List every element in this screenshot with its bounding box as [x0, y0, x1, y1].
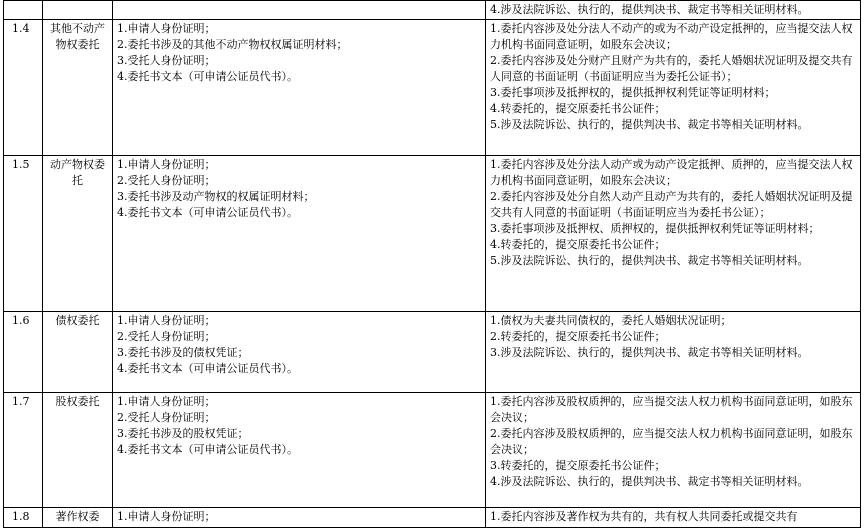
table-row: [4, 312, 861, 393]
required-material-item: 1.申请人身份证明；: [117, 314, 216, 327]
additional-materials-cell: [486, 312, 861, 393]
required-material-item: 3.委托书涉及的股权凭证；: [117, 427, 249, 440]
required-material-item: 4.委托书文本（可申请公证员代书）。: [117, 443, 298, 456]
notary-requirements-table: [3, 0, 861, 528]
required-materials-cell: [113, 1, 486, 20]
additional-material-item: 2.委托内容涉及股权质押的，应当提交法人权力机构书面同意证明，如股东会决议；: [490, 427, 853, 456]
additional-material-item: 5.涉及法院诉讼、执行的，提供判决书、裁定书等相关证明材料。: [490, 118, 809, 131]
item-name: 动产物权委托: [43, 156, 113, 312]
item-number: 1.6: [4, 312, 43, 393]
required-material-item: 2.受托人身份证明；: [117, 174, 216, 187]
additional-material-item: 1.债权为夫妻共同债权的，委托人婚姻状况证明；: [490, 314, 732, 327]
additional-material-item: 5.涉及法院诉讼、执行的，提供判决书、裁定书等相关证明材料。: [490, 254, 809, 267]
required-material-item: 1.申请人身份证明；: [117, 510, 216, 523]
additional-material-item: 3.委托事项涉及抵押权、质押权的，提供抵押权利凭证等证明材料；: [490, 222, 820, 235]
item-number: 1.4: [4, 20, 43, 156]
item-number: 1.7: [4, 393, 43, 508]
required-materials-cell: [113, 508, 486, 528]
additional-material-item: 1.委托内容涉及著作权为共有的，共有权人共同委托或提交共有: [490, 510, 798, 523]
additional-material-item: 3.转委托的，提交原委托书公证件；: [490, 459, 666, 472]
table-row: [4, 508, 861, 528]
required-materials-cell: [113, 312, 486, 393]
additional-material-item: 2.委托内容涉及处分自然人动产且动产为共有的，委托人婚姻状况证明及提交共有人同意的书面证明（书面证明应当为委托书公证）；: [490, 190, 853, 219]
required-material-item: 2.受托人身份证明；: [117, 330, 216, 343]
additional-material-item: 1.委托内容涉及处分法人动产或为动产设定抵押、质押的，应当提交法人权力机构书面同意证明，如股东会决议；: [490, 158, 853, 187]
item-name: [43, 1, 113, 20]
table-row: [4, 20, 861, 156]
required-material-item: 4.委托书文本（可申请公证员代书）。: [117, 206, 298, 219]
additional-material-item: 2.转委托的，提交原委托书公证件；: [490, 330, 666, 343]
required-material-item: 1.申请人身份证明；: [117, 22, 216, 35]
additional-material-item: 1.委托内容涉及股权质押的，应当提交法人权力机构书面同意证明，如股东会决议；: [490, 395, 853, 424]
additional-materials-cell: [486, 156, 861, 312]
required-materials-cell: [113, 20, 486, 156]
additional-materials-cell: [486, 393, 861, 508]
additional-material-item: 3.涉及法院诉讼、执行的，提供判决书、裁定书等相关证明材料。: [490, 346, 809, 359]
required-material-item: 4.委托书文本（可申请公证员代书）。: [117, 362, 298, 375]
item-name: 债权委托: [43, 312, 113, 393]
item-number: 1.8: [4, 508, 43, 528]
required-material-item: 4.委托书文本（可申请公证员代书）。: [117, 70, 298, 83]
additional-material-item: 3.委托事项涉及抵押权的，提供抵押权利凭证等证明材料；: [490, 86, 776, 99]
item-number: 1.5: [4, 156, 43, 312]
table-row: [4, 1, 861, 20]
table-row: [4, 393, 861, 508]
additional-material-item: 4.转委托的，提交原委托书公证件；: [490, 102, 666, 115]
required-materials-cell: [113, 156, 486, 312]
required-materials-cell: [113, 393, 486, 508]
required-material-item: 3.委托书涉及动产物权的权属证明材料；: [117, 190, 315, 203]
required-material-item: 3.受托人身份证明；: [117, 54, 216, 67]
required-material-item: 2.委托书涉及的其他不动产物权权属证明材料；: [117, 38, 348, 51]
required-material-item: 2.受托人身份证明；: [117, 411, 216, 424]
additional-materials-cell: [486, 508, 861, 528]
additional-material-item: 2.委托内容涉及处分财产且财产为共有的，委托人婚姻状况证明及提交共有人同意的书面证明（书面证明应当为委托公证书）；: [490, 54, 853, 83]
item-number: [4, 1, 43, 20]
additional-material-item: 4.涉及法院诉讼、执行的，提供判决书、裁定书等相关证明材料。: [490, 475, 809, 488]
required-material-item: 1.申请人身份证明；: [117, 395, 216, 408]
required-material-item: 3.委托书涉及的债权凭证；: [117, 346, 249, 359]
item-name: 股权委托: [43, 393, 113, 508]
additional-materials-cell: [486, 1, 861, 20]
additional-materials-cell: [486, 20, 861, 156]
table-row: [4, 156, 861, 312]
item-name: 其他不动产物权委托: [43, 20, 113, 156]
additional-material-item: 1.委托内容涉及处分法人不动产的或为不动产设定抵押的，应当提交法人权力机构书面同意证明，如股东会决议；: [490, 22, 853, 51]
additional-material-item: 4.涉及法院诉讼、执行的，提供判决书、裁定书等相关证明材料。: [490, 3, 809, 16]
additional-material-item: 4.转委托的，提交原委托书公证件；: [490, 238, 666, 251]
item-name: 著作权委: [43, 508, 113, 528]
required-material-item: 1.申请人身份证明；: [117, 158, 216, 171]
